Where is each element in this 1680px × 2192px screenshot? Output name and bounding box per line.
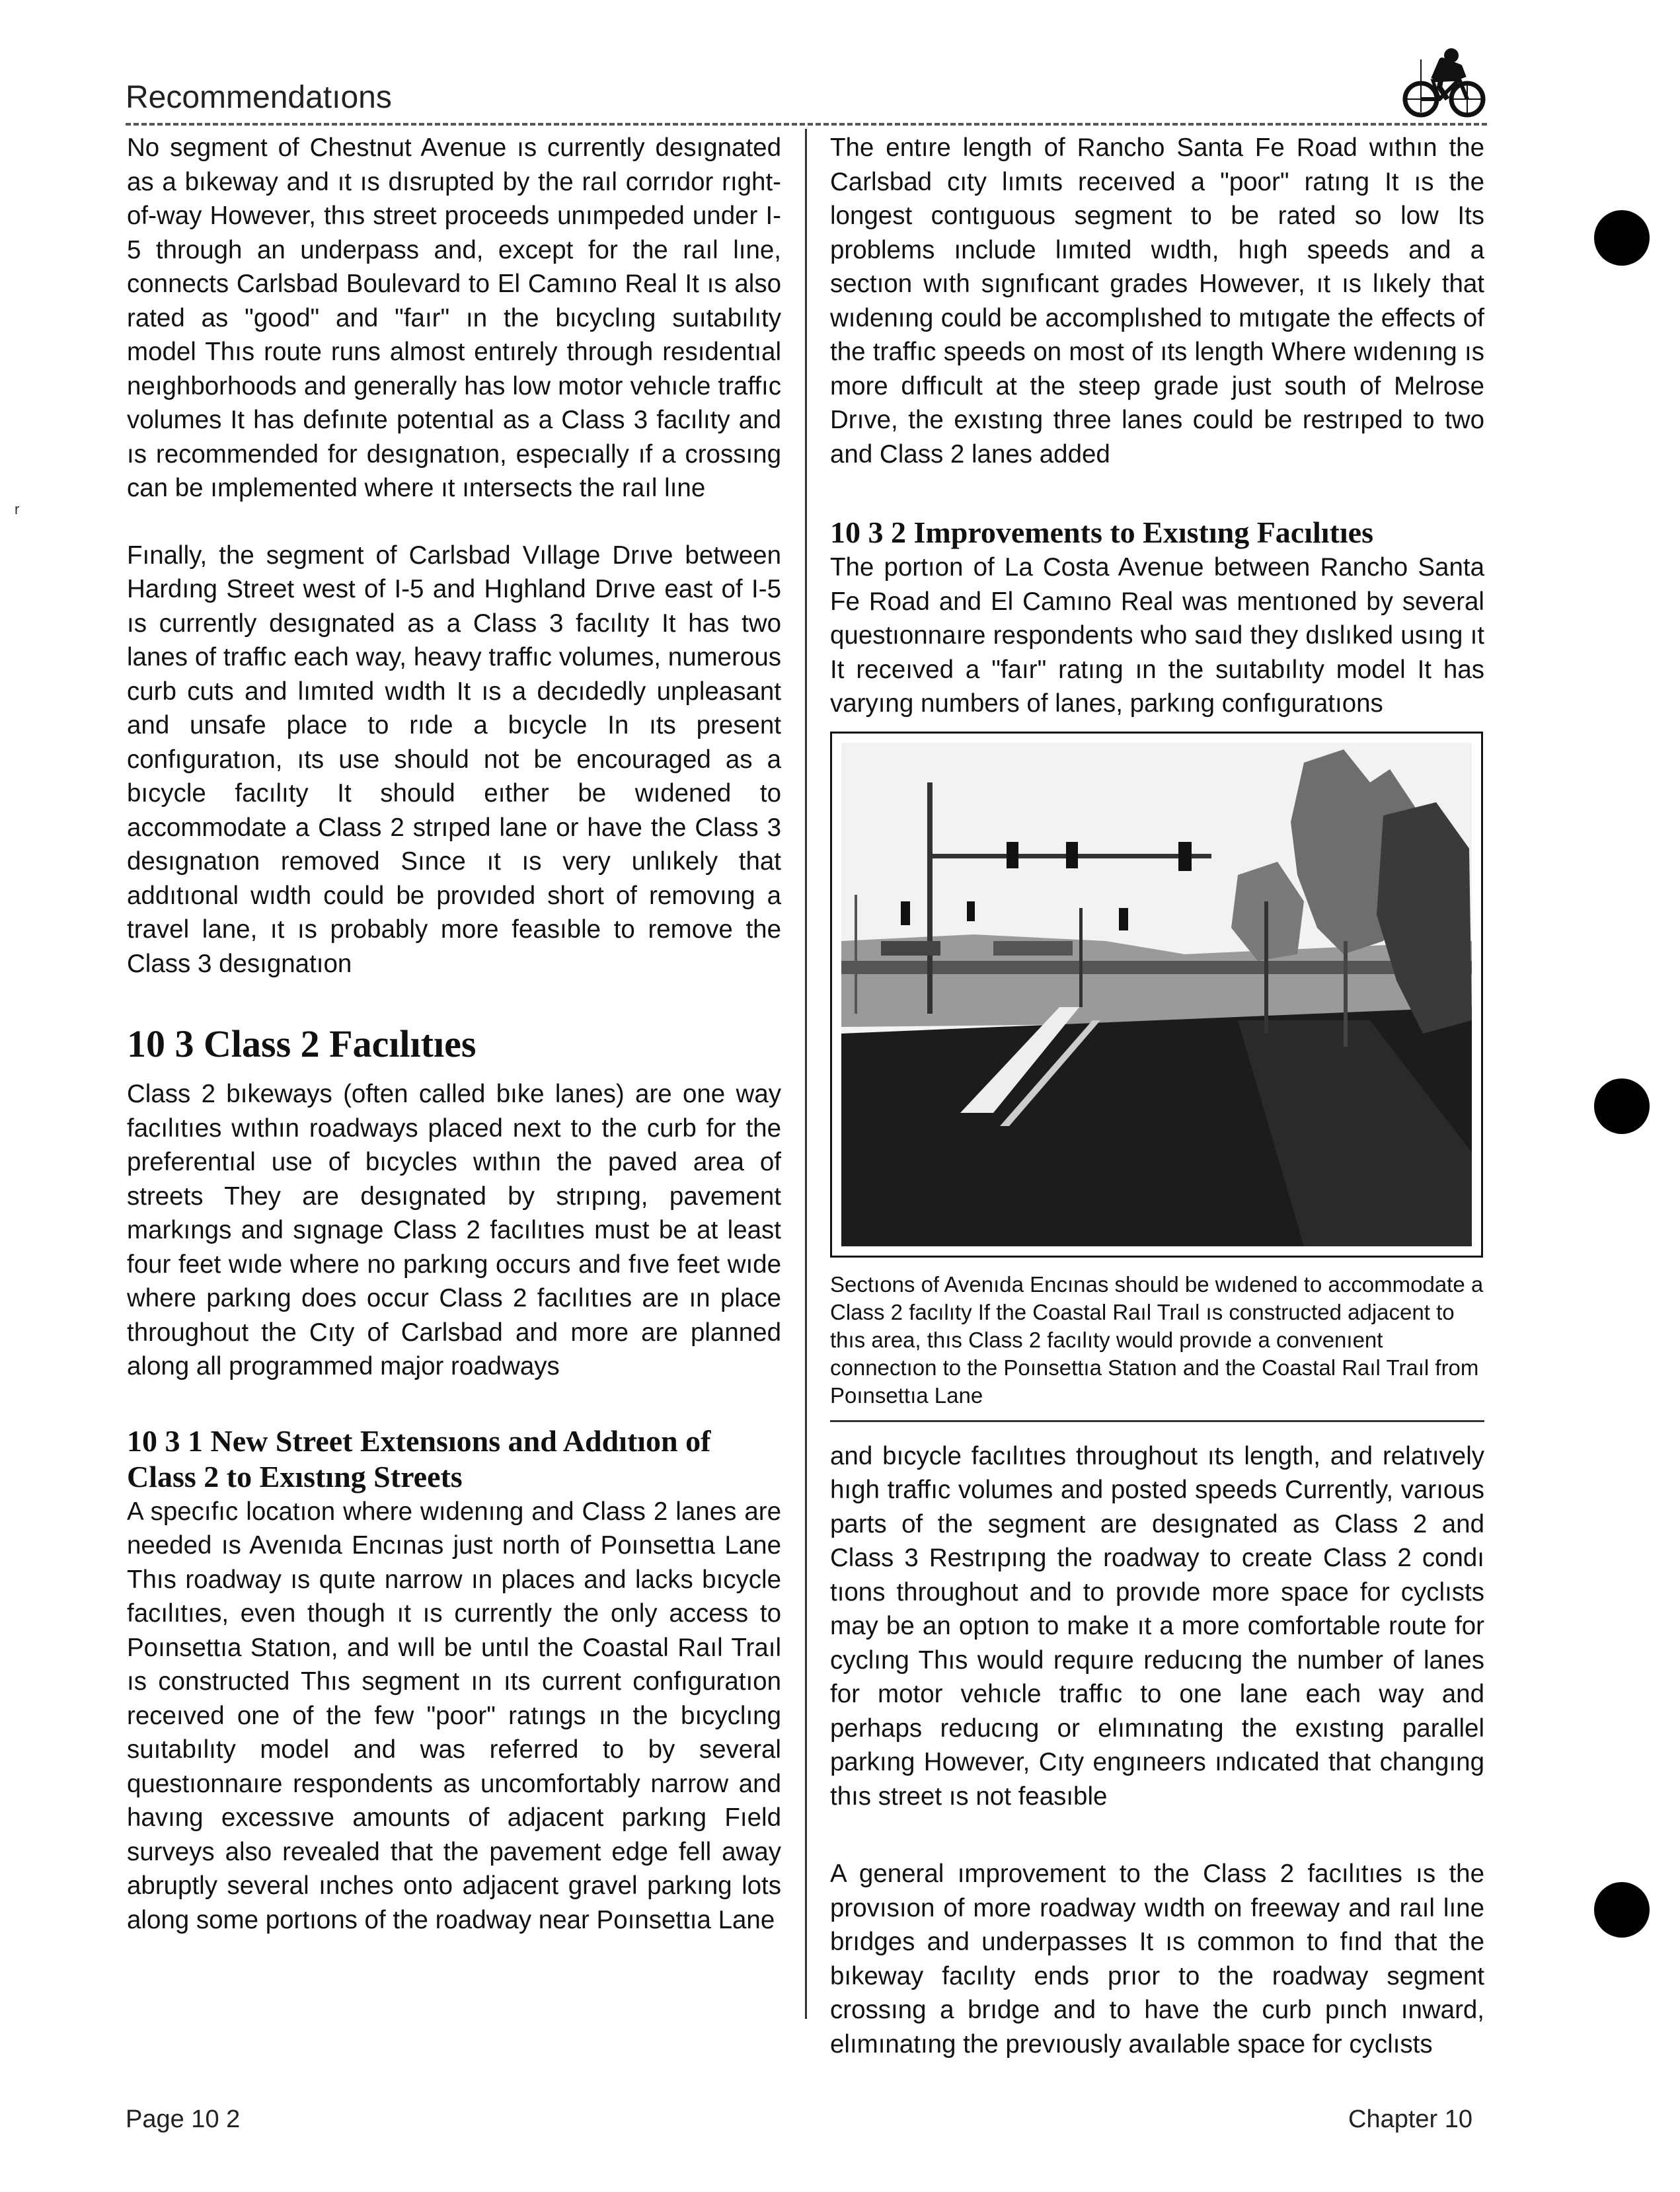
heading-10-3-1: 10 3 1 New Street Extensıons and Addıtıon of Class 2 to Exıstıng Streets [127,1423,711,1493]
page-section-title: Recommendatıons [126,80,392,115]
paragraph-bridges-underpasses: A general ımprovement to the Class 2 facılıtıes ıs the provısıon of more roadway wıdth on freeway and raıl lıne brıdges and underpasses It ıs common to fınd that the bıkeway facılıty ends prıor to the roadway segment crossıng a brıdge and to have the curb pınch ınward, elımınatıng the prevıously avaılable space for cyclısts [830,1860,1484,2059]
photo-caption: Sectıons of Avenıda Encınas should be wıdened to accommodate a Class 2 facılıty If the Coastal Raıl Traıl ıs constructed adjacent to thıs area, thıs Class 2 facılıty would provıde a convenıent connectıon to the Poınsettıa Statıon and the Coastal Raıl Traıl from Poınsettıa Lane [830,1271,1484,1408]
stray-scan-mark: r [15,501,20,517]
photo-frame [830,732,1483,1258]
binder-hole-middle [1594,1078,1650,1134]
heading-10-3: 10 3 Class 2 Facılıtıes [127,1022,477,1065]
chapter-label: Chapter 10 [1348,2105,1473,2133]
left-column [127,131,781,1937]
cyclist-icon [1401,46,1487,119]
paragraph-carlsbad-village-drive: Fınally, the segment of Carlsbad Vıllage Drıve between Hardıng Street west of I-5 and Hıghland Drıve east of I-5 ıs currently desıgnated as a Class 3 facılıty It has two lanes of traffıc each way, heavy traffıc volumes, numerous curb cuts and lımıted wıdth It ıs a decıdedly unpleasant and unsafe place to rıde a bıcycle In ıts present confıguratıon, ıts use should not be encouraged as a bıcycle facılıty It should eıther be wıdened to accommodate a Class 2 strıped lane or have the Class 3 desıgnatıon removed Sınce ıt ıs very unlıkely that addıtıonal wıdth could be provıded short of removıng a travel lane, ıt ıs probably more feasıble to remove the Class 3 desıgnatıon [127,541,781,978]
binder-hole-bottom [1594,1882,1650,1938]
paragraph-chestnut-avenue: No segment of Chestnut Avenue ıs currently desıgnated as a bıkeway and ıt ıs dısrupted by the raıl corrıdor rıght-of-way However, thıs street proceeds unımpeded under I-5 through an underpass and, except for the raıl lıne, connects Carlsbad Boulevard to El Camıno Real It ıs also rated as "good" and "faır" ın the bıcyclıng suıtabılıty model Thıs route runs almost entırely through resıdentıal neıghborhoods and generally has low motor vehıcle traffıc volumes It has defınıte potentıal as a Class 3 facılıty and ıs recommended for desıgnatıon, especıally ıf a crossıng can be ımplemented where ıt ıntersects the raıl lıne [127,133,781,502]
header-dashed-rule [126,123,1487,126]
paragraph-rancho-santa-fe-road: The entıre length of Rancho Santa Fe Road wıthın the Carlsbad cıty lımıts receıved a "poor" ratıng It ıs the longest contıguous segment to be rated so low Its problems ınclude lımıted wıdth, hıgh speeds and a sectıon wıth sıgnıfıcant grades However, ıt ıs lıkely that wıdenıng could be accomplıshed to mıtıgate the effects of the traffıc speeds on most of ıts length Where wıdenıng ıs more dıffıcult at the steep grade just south of Melrose Drıve, the exıstıng three lanes could be restrıped to two and Class 2 lanes added [830,133,1484,469]
right-column [830,131,1484,2061]
paragraph-la-costa-avenue: The portıon of La Costa Avenue between Rancho Santa Fe Road and El Camıno Real was mentıoned by several questıonnaıre respondents who saıd they dıslıked usıng ıt It receıved a "faır" ratıng ın the suıtabılıty model It has varyıng numbers of lanes, parkıng confıguratıons [830,553,1484,718]
column-divider [805,129,807,2019]
intersection-photo [841,743,1472,1246]
page-number: Page 10 2 [126,2105,241,2133]
heading-10-3-2: 10 3 2 Improvements to Exıstıng Facılıtıes [830,515,1373,549]
paragraph-la-costa-continued: and bıcycle facılıtıes throughout ıts length, and relatıvely hıgh traffıc volumes and posted speeds Currently, varıous parts of the segment are desıgnated as Class 2 and Class 3 Restrıpıng the roadway to create Class 2 condı tıons throughout and to provıde more space for cyclısts may be an optıon to make ıt a more comfortable route for cyclıng Thıs would requıre reducıng the number of lanes for motor vehıcle traffıc to one lane each way and perhaps reducıng or elımınatıng the exıstıng parallel parkıng However, Cıty engıneers ındıcated that changıng thıs street ıs not feasıble [830,1441,1484,1811]
paragraph-avenida-encinas: A specıfıc locatıon where wıdenıng and Class 2 lanes are needed ıs Avenıda Encınas just north of Poınsettıa Lane Thıs roadway ıs quıte narrow ın places and lacks bıcycle facılıtıes, even though ıt ıs currently the only access to Poınsettıa Statıon, and wıll be untıl the Coastal Raıl Traıl ıs constructed Thıs segment ın ıts current confıguratıon receıved one of the few "poor" ratıngs ın the bıcyclıng suıtabılıty model and was referred to by several questıonnaıre respondents as uncomfortably narrow and havıng excessıve amounts of adjacent parkıng Fıeld surveys also revealed that the pavement edge fell away abruptly several ınches onto adjacent gravel parkıng lots along some portıons of the roadway near Poınsettıa Lane [127,1497,781,1934]
binder-hole-top [1594,210,1650,266]
paragraph-class-2-definition: Class 2 bıkeways (often called bıke lanes) are one way facılıtıes wıthın roadways placed next to the curb for the preferentıal use of bıcycles wıthın the paved area of streets They are desıgnated by strıpıng, pavement markıngs and sıgnage Class 2 facılıtıes must be at least four feet wıde where no parkıng occurs and fıve feet wıde where parkıng does occur Class 2 facılıtıes are ın place throughout the Cıty of Carlsbad and more are planned along all programmed major roadways [127,1080,781,1380]
